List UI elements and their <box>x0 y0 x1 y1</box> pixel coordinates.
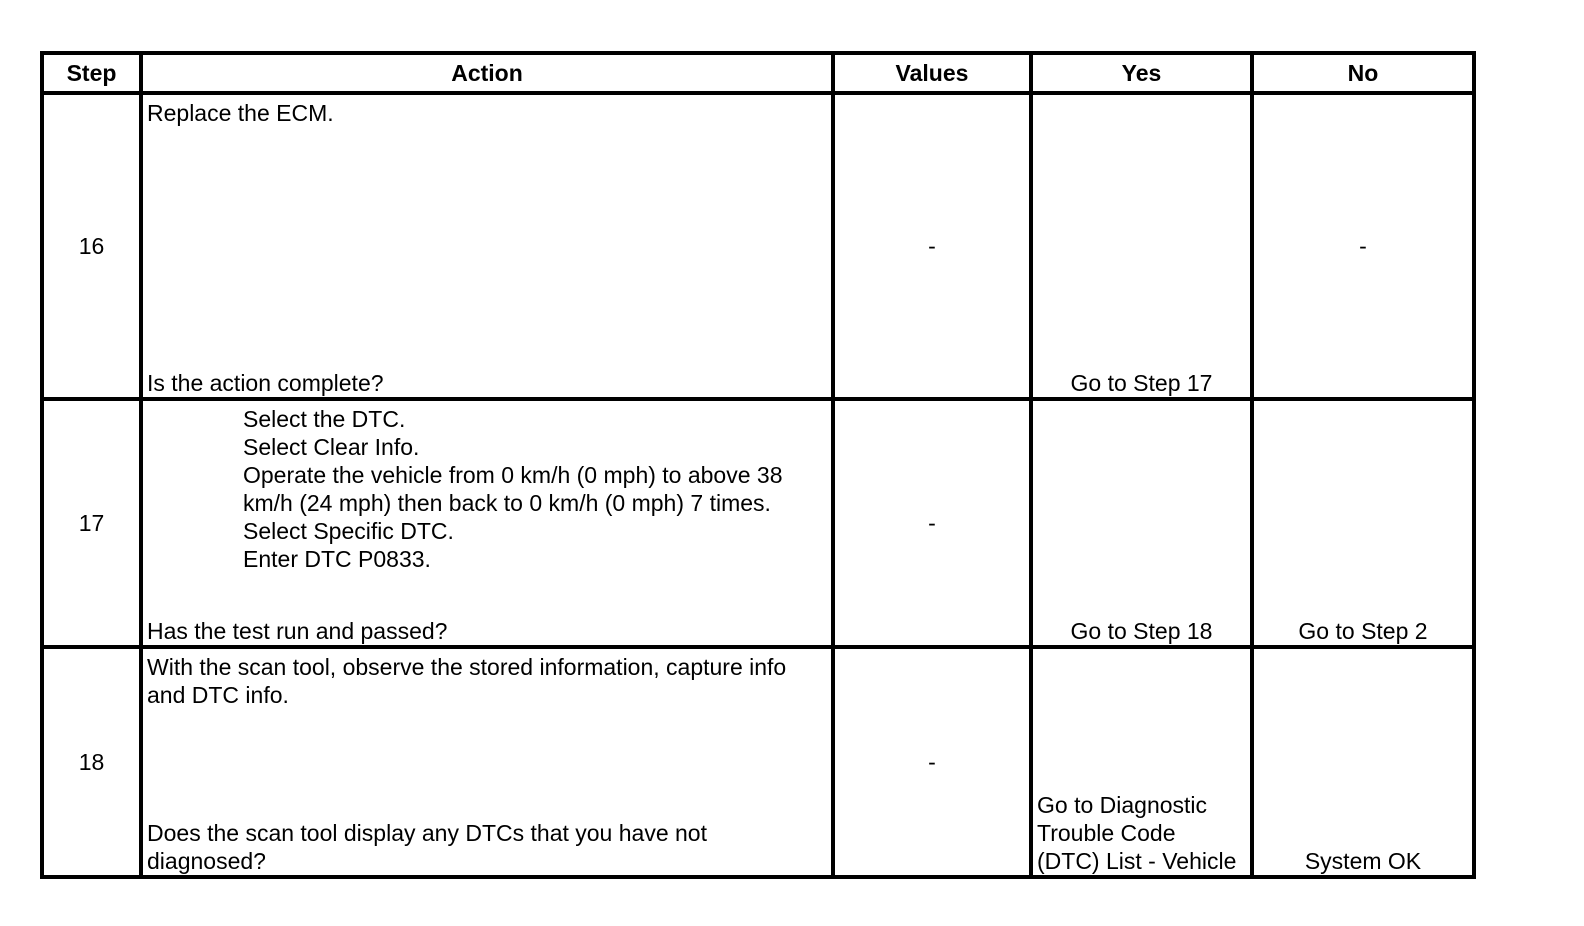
list-item: Select the DTC. <box>243 406 406 432</box>
header-action: Action <box>141 53 833 93</box>
values-cell: - <box>833 93 1031 399</box>
no-text: System OK <box>1304 848 1422 874</box>
header-step: Step <box>42 53 141 93</box>
action-step-list <box>147 405 827 573</box>
step-cell: 18 <box>42 647 141 877</box>
step-cell: 16 <box>42 93 141 399</box>
list-item: Select Clear Info. <box>243 434 420 460</box>
action-question: Has the test run and passed? <box>147 618 448 644</box>
list-item: Enter DTC P0833. <box>243 546 431 572</box>
table-row <box>42 399 1474 647</box>
action-cell <box>141 399 833 647</box>
yes-cell <box>1031 93 1252 399</box>
action-cell <box>141 93 833 399</box>
values-cell: - <box>833 399 1031 647</box>
table-row <box>42 93 1474 399</box>
yes-text: Go to Step 18 <box>1070 618 1213 644</box>
list-item: Select Specific DTC. <box>243 518 454 544</box>
header-row <box>42 53 1474 93</box>
values-cell: - <box>833 647 1031 877</box>
list-item: Operate the vehicle from 0 km/h (0 mph) to above 38 km/h (24 mph) then back to 0 km/h (0 mph) 7 times. <box>243 462 783 516</box>
action-text: With the scan tool, observe the stored information, capture info and DTC info. <box>147 654 787 708</box>
header-yes: Yes <box>1031 53 1252 93</box>
header-values: Values <box>833 53 1031 93</box>
yes-text: Go to Step 17 <box>1070 370 1213 396</box>
yes-text: Go to Diagnostic Trouble Code (DTC) List - Vehicle <box>1037 792 1237 874</box>
action-text: Replace the ECM. <box>147 100 334 126</box>
table-row <box>42 647 1474 877</box>
yes-cell <box>1031 647 1252 877</box>
action-question: Does the scan tool display any DTCs that you have not diagnosed? <box>147 820 707 874</box>
action-cell <box>141 647 833 877</box>
no-text: Go to Step 2 <box>1298 618 1428 644</box>
diagnostic-table <box>40 51 1476 879</box>
action-question: Is the action complete? <box>147 370 384 396</box>
no-cell <box>1252 647 1474 877</box>
no-cell <box>1252 399 1474 647</box>
no-cell: - <box>1252 93 1474 399</box>
yes-cell <box>1031 399 1252 647</box>
step-cell: 17 <box>42 399 141 647</box>
header-no: No <box>1252 53 1474 93</box>
